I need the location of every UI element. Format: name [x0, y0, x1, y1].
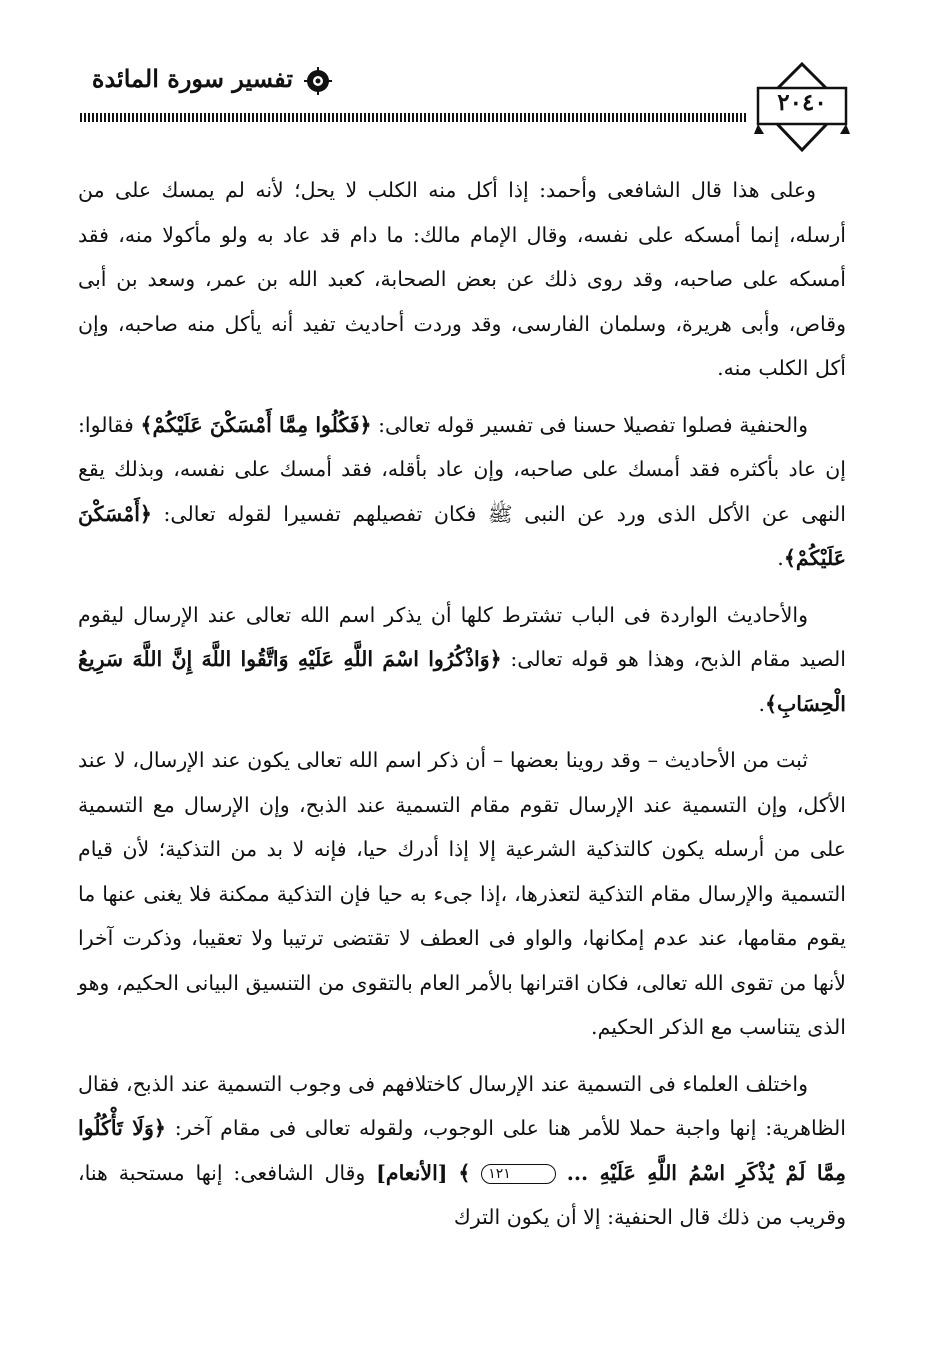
ayah-number-marker: ١٢١ [481, 1164, 556, 1184]
header-rule [80, 113, 748, 122]
quran-verse: ﴿وَلَا تَأْكُلُوا مِمَّا لَمْ يُذْكَرِ اسْمُ اللَّهِ عَلَيْهِ ... [78, 1116, 846, 1185]
running-header-title: تفسير سورة المائدة [91, 64, 293, 93]
surah-reference: [الأنعام] [376, 1160, 448, 1185]
paragraph-1: وعلى هذا قال الشافعى وأحمد: إذا أكل منه الكلب لا يحل؛ لأنه لم يمسك على من أرسله، إنما أمسكه على نفسه، وقال الإمام مالك: ما دام قد عاد به ولو مأكولا منه، فقد أمسكه على صاحبه، وقد روى ذلك عن بعض الصحابة، كعبد الله بن عمر، وسعد بن أبى وقاص، وأبى هريرة، وسلمان الفارسى، وقد وردت أحاديث تفيد أنه يأكل منه صاحبه، وإن أكل الكلب منه. [78, 178, 846, 380]
quran-verse: ﴿فَكُلُوا مِمَّا أَمْسَكْنَ عَلَيْكُمْ﴾ [140, 412, 372, 437]
header-ornament-icon [303, 66, 333, 96]
page-body [78, 168, 846, 1252]
quran-verse: ﴿وَاذْكُرُوا اسْمَ اللَّهِ عَلَيْهِ وَاتَّقُوا اللَّهَ إِنَّ اللَّهَ سَرِيعُ الْحِسَابِ﴾ [78, 647, 846, 716]
paragraph-4: ثبت من الأحاديث – وقد روينا بعضها – أن ذكر اسم الله تعالى يكون عند الإرسال، لا عند الأكل، وإن التسمية عند الإرسال تقوم مقام التسمية عند الذبح، وإن الإرسال مع التسمية على من أرسله يكون كالتذكية الشرعية إلا إذا أدرك حيا، فإنه لا بد من التذكية؛ لأن قيام التسمية والإرسال مقام التذكية لتعذرها، ،إذا جىء به حيا فإن التذكية ممكنة فلا يغنى عنها ما يقوم مقامها، عند عدم إمكانها، والواو فى العطف لا تقتضى ترتيبا ولا تعقيبا، وذكرت آخرا لأنها من تقوى الله تعالى، فكان اقترانها بالأمر العام بالتقوى من التنسيق البيانى الحكيم، وهو الذى يتناسب مع الذكر الحكيم. [78, 748, 846, 1039]
paragraph-2: والحنفية فصلوا تفصيلا حسنا فى تفسير قوله تعالى: ﴿فَكُلُوا مِمَّا أَمْسَكْنَ عَلَيْكُمْ﴾ فقالوا: إن عاد بأكثره فقد أمسك على صاحبه، وإن عاد بأقله، فقد أمسك على نفسه، وبذلك يقع النهى عن الأكل الذى ورد عن النبى ﷺ فكان تفصيلهم تفسيرا لقوله تعالى: ﴿أَمْسَكْنَ عَلَيْكُمْ﴾. [78, 412, 846, 570]
paragraph-5: واختلف العلماء فى التسمية عند الإرسال كاختلافهم فى وجوب التسمية عند الذبح، فقال الظاهرية: إنها واجبة حملا للأمر هنا على الوجوب، ولقوله تعالى فى مقام آخر: ﴿وَلَا تَأْكُلُوا مِمَّا لَمْ يُذْكَرِ اسْمُ اللَّهِ عَلَيْهِ ... ١٢١ ﴾ [الأنعام] وقال الشافعى: إنها مستحبة هنا، وقريب من ذلك قال الحنفية: إلا أن يكون الترك [78, 1071, 846, 1229]
quran-verse: ﴿أَمْسَكْنَ عَلَيْكُمْ﴾ [78, 501, 846, 570]
paragraph-3: والأحاديث الواردة فى الباب تشترط كلها أن يذكر اسم الله تعالى عند الإرسال ليقوم الصيد مقام الذبح، وهذا هو قوله تعالى: ﴿وَاذْكُرُوا اسْمَ اللَّهِ عَلَيْهِ وَاتَّقُوا اللَّهَ إِنَّ اللَّهَ سَرِيعُ الْحِسَابِ﴾. [78, 602, 846, 716]
page-number: ٢٠٤٠ [777, 89, 827, 116]
